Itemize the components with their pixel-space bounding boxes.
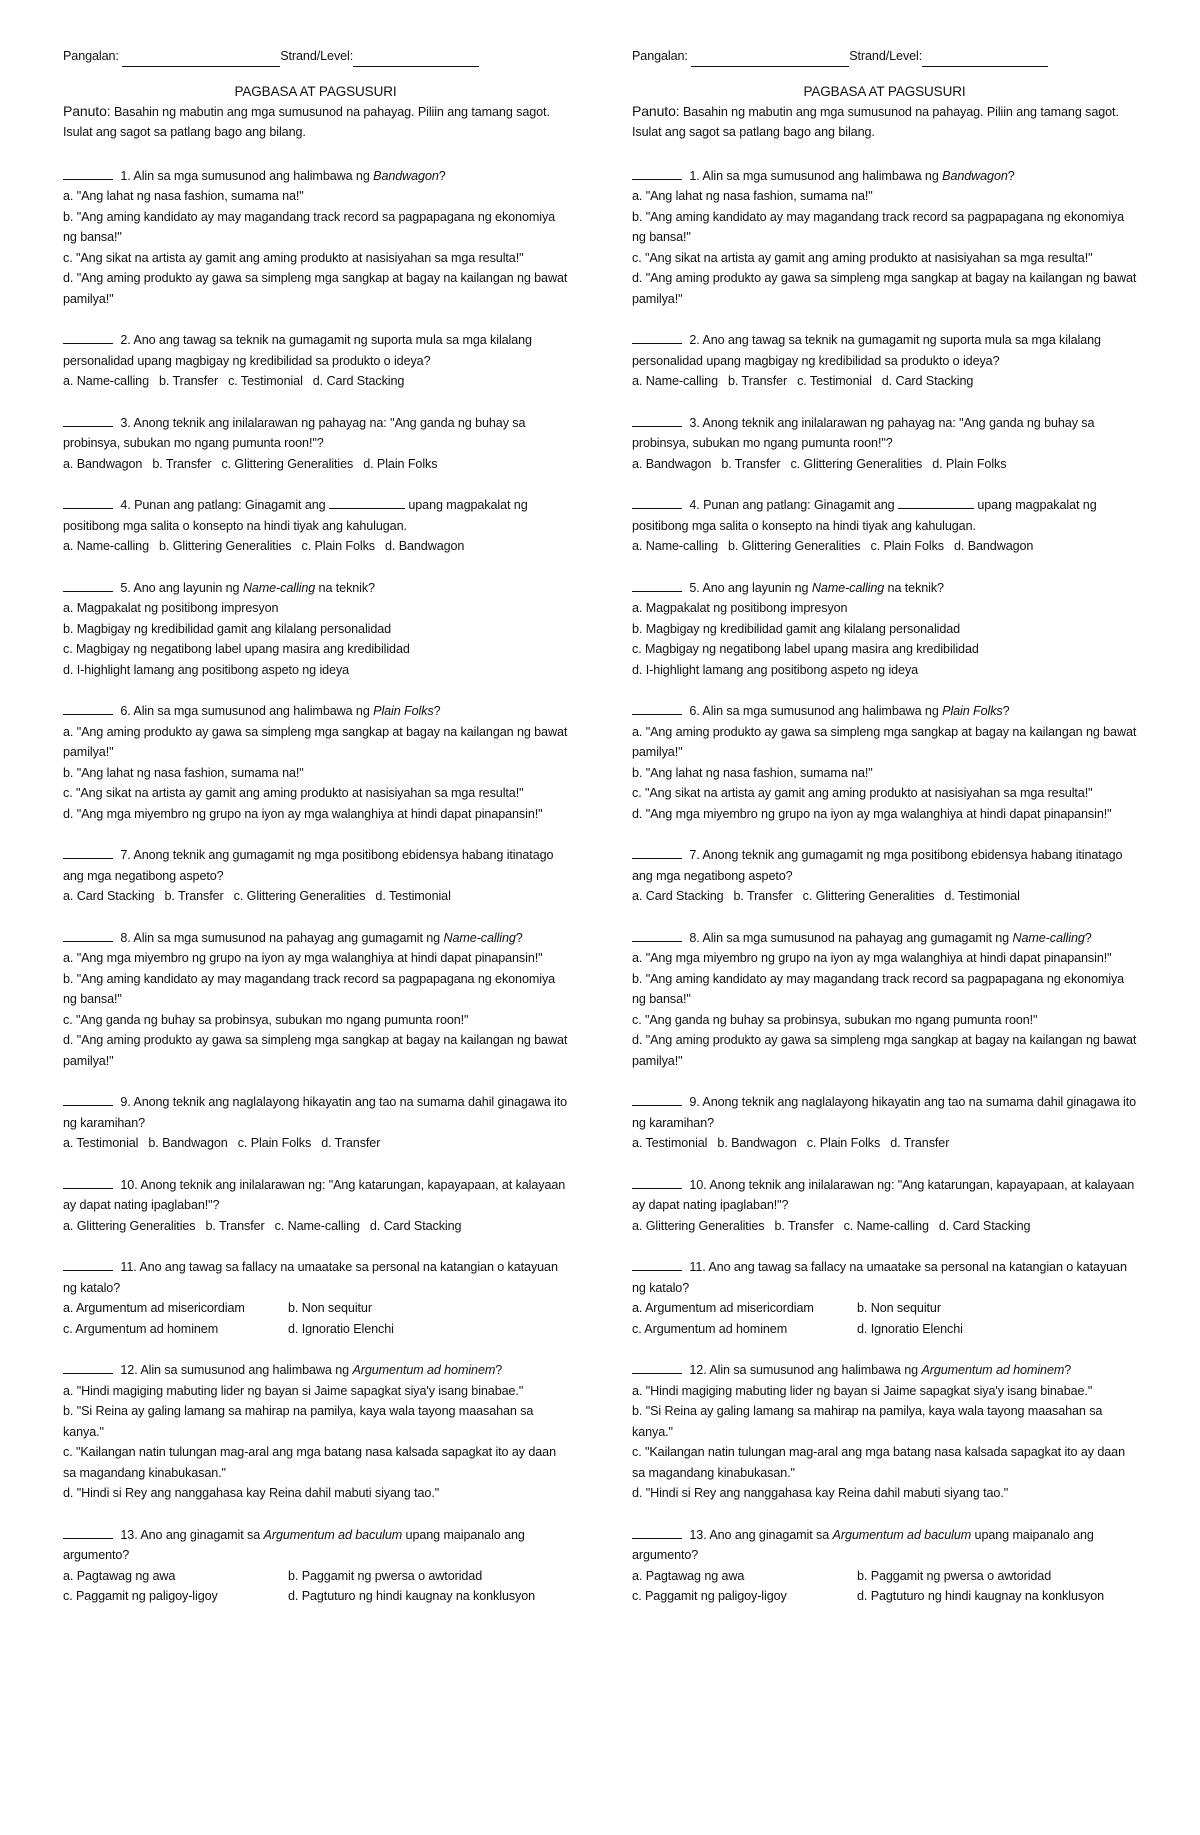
- question-text: 7. Anong teknik ang gumagamit ng mga positibong ebidensya habang itinatago ang mga negatibong aspeto?: [632, 848, 1123, 883]
- option-d: d. "Ang aming produkto ay gawa sa simpleng mga sangkap at bagay na kailangan ng bawat pamilya!": [632, 271, 1137, 306]
- option-b: b. "Ang aming kandidato ay may magandang track record sa pagpapagana ng ekonomiya ng bansa!": [632, 971, 1125, 1006]
- option-a: a. Testimonial: [632, 1136, 708, 1150]
- option-a: a. Glittering Generalities: [632, 1218, 765, 1233]
- question-text: 7. Anong teknik ang gumagamit ng mga positibong ebidensya habang itinatago ang mga negatibong aspeto?: [63, 848, 554, 883]
- option-a: a. Bandwagon: [632, 456, 712, 471]
- option-b: b. "Ang aming kandidato ay may magandang track record sa pagpapagana ng ekonomiya ng bansa!": [632, 209, 1125, 244]
- option-d: d. Ignoratio Elenchi: [857, 1321, 963, 1336]
- option-b: b. Magbigay ng kredibilidad gamit ang kilalang personalidad: [63, 621, 392, 636]
- question-7: [63, 844, 568, 907]
- name-label: Pangalan:: [63, 49, 119, 63]
- option-c: c. "Ang ganda ng buhay sa probinsya, subukan mo ngang pumunta roon!": [63, 1012, 469, 1027]
- answer-blank[interactable]: [632, 700, 682, 715]
- question-6: [63, 700, 568, 824]
- option-a: a. Name-calling: [63, 374, 149, 388]
- option-d: d. Bandwagon: [385, 539, 465, 553]
- question-text: 12. Alin sa sumusunod ang halimbawa ng: [689, 1363, 922, 1377]
- fill-in-blank[interactable]: [329, 495, 405, 509]
- option-c: c. "Ang sikat na artista ay gamit ang aming produkto at nasisiyahan sa mga resulta!": [63, 786, 524, 800]
- question-text: 11. Ano ang tawag sa fallacy na umaatake sa personal na katangian o katayuan ng katalo?: [63, 1260, 558, 1295]
- question-term: Argumentum ad baculum: [263, 1527, 403, 1542]
- answer-blank[interactable]: [632, 1091, 682, 1106]
- option-b: b. Transfer: [152, 456, 212, 471]
- question-1: [63, 165, 568, 310]
- option-d: d. Pagtuturo ng hindi kaugnay na konklusyon: [288, 1589, 536, 1603]
- question-text-end: ?: [495, 1363, 503, 1377]
- option-d: d. "Hindi si Rey ang nanggahasa kay Reina dahil mabuti siyang tao.": [63, 1486, 440, 1500]
- option-b: b. Transfer: [774, 1218, 834, 1233]
- question-3: [632, 412, 1137, 475]
- option-b: b. Bandwagon: [148, 1136, 228, 1150]
- instructions: [632, 101, 1137, 143]
- option-c: c. Testimonial: [228, 374, 303, 388]
- option-d: d. Transfer: [321, 1136, 381, 1150]
- question-text: 8. Alin sa mga sumusunod na pahayag ang gumagamit ng: [120, 930, 444, 945]
- question-4: [63, 494, 568, 557]
- question-text-end: ?: [1084, 930, 1092, 945]
- option-d: d. "Ang aming produkto ay gawa sa simpleng mga sangkap at bagay na kailangan ng bawat pamilya!": [63, 1033, 568, 1068]
- student-info-line: [63, 46, 568, 67]
- option-c: c. Magbigay ng negatibong label upang masira ang kredibilidad: [63, 642, 410, 656]
- option-b: b. Bandwagon: [717, 1136, 797, 1150]
- option-c: c. Argumentum ad hominem: [632, 1321, 788, 1336]
- option-d: d. Testimonial: [375, 889, 451, 903]
- question-text: 5. Ano ang layunin ng: [120, 580, 243, 595]
- question-1: [632, 165, 1137, 310]
- option-a: a. Pagtawag ng awa: [63, 1568, 176, 1583]
- option-d: d. Card Stacking: [938, 1218, 1031, 1233]
- option-d: d. I-highlight lamang ang positibong aspeto ng ideya: [632, 662, 919, 677]
- instructions-label: Panuto:: [632, 102, 680, 119]
- option-b: b. "Si Reina ay galing lamang sa mahirap na pamilya, kaya wala tayong maasahan sa kanya.": [63, 1404, 534, 1439]
- option-b: b. Glittering Generalities: [159, 539, 292, 553]
- option-a: a. Testimonial: [63, 1136, 139, 1150]
- question-13: [63, 1524, 568, 1607]
- option-c: c. Paggamit ng paligoy-ligoy: [632, 1589, 787, 1603]
- question-8: [632, 927, 1137, 1072]
- answer-blank[interactable]: [63, 577, 113, 592]
- question-5: [632, 577, 1137, 681]
- question-text: 3. Anong teknik ang inilalarawan ng pahayag na: "Ang ganda ng buhay sa probinsya, subukan mo ngang pumunta roon!"?: [63, 415, 526, 450]
- question-text-end: na teknik?: [315, 580, 375, 595]
- question-8: [63, 927, 568, 1072]
- question-text: 9. Anong teknik ang naglalayong hikayatin ang tao na sumama dahil ginagawa ito ng karamihan?: [63, 1095, 568, 1130]
- question-2: [63, 329, 568, 392]
- question-13: [632, 1524, 1137, 1607]
- option-c: c. Plain Folks: [806, 1136, 881, 1150]
- option-c: c. "Ang sikat na artista ay gamit ang aming produkto at nasisiyahan sa mga resulta!": [632, 786, 1093, 800]
- answer-blank[interactable]: [63, 1256, 113, 1271]
- question-term: Bandwagon: [373, 168, 439, 183]
- question-text: 10. Anong teknik ang inilalarawan ng: "Ang katarungan, kapayapaan, at kalayaan ay dapat nating ipaglaban!"?: [63, 1177, 566, 1212]
- question-9: [63, 1091, 568, 1154]
- option-b: b. Magbigay ng kredibilidad gamit ang kilalang personalidad: [632, 621, 961, 636]
- question-text: 3. Anong teknik ang inilalarawan ng pahayag na: "Ang ganda ng buhay sa probinsya, subukan mo ngang pumunta roon!"?: [632, 415, 1095, 450]
- question-term: Argumentum ad hominem: [921, 1363, 1065, 1377]
- option-d: d. I-highlight lamang ang positibong aspeto ng ideya: [63, 662, 350, 677]
- question-text-end: na teknik?: [884, 580, 944, 595]
- question-text-end: upang maipanalo ang argumento?: [632, 1527, 1094, 1562]
- question-text-end: ?: [438, 168, 446, 183]
- option-c: c. "Kailangan natin tulungan mag-aral ang mga batang nasa kalsada sapagkat ito ay daan sa magandang kinabukasan.": [63, 1445, 556, 1480]
- option-b: b. Transfer: [159, 374, 219, 388]
- option-c: c. Glittering Generalities: [802, 889, 935, 903]
- option-b: b. Paggamit ng pwersa o awtoridad: [857, 1568, 1052, 1583]
- option-c: c. Plain Folks: [870, 539, 944, 553]
- option-d: d. "Ang aming produkto ay gawa sa simpleng mga sangkap at bagay na kailangan ng bawat pamilya!": [63, 271, 568, 306]
- worksheet-copy-left: [63, 46, 568, 1627]
- question-text: 5. Ano ang layunin ng: [689, 580, 812, 595]
- question-term: Argumentum ad baculum: [832, 1527, 972, 1542]
- question-term: Plain Folks: [373, 704, 434, 718]
- option-a: a. "Ang lahat ng nasa fashion, sumama na!": [632, 189, 873, 203]
- answer-blank[interactable]: [632, 165, 682, 180]
- question-3: [63, 412, 568, 475]
- answer-blank[interactable]: [632, 1359, 682, 1374]
- strand-label: Strand/Level:: [280, 49, 354, 63]
- answer-blank[interactable]: [63, 494, 113, 509]
- question-text: 10. Anong teknik ang inilalarawan ng: "Ang katarungan, kapayapaan, at kalayaan ay dapat nating ipaglaban!"?: [632, 1177, 1135, 1212]
- option-c: c. "Kailangan natin tulungan mag-aral ang mga batang nasa kalsada sapagkat ito ay daan sa magandang kinabukasan.": [632, 1445, 1125, 1480]
- question-text-end: ?: [1007, 168, 1015, 183]
- question-text: 2. Ano ang tawag sa teknik na gumagamit ng suporta mula sa mga kilalang personalidad upang magbigay ng kredibilidad sa produkto o ideya?: [63, 333, 532, 368]
- option-b: b. "Ang lahat ng nasa fashion, sumama na!": [632, 765, 873, 780]
- question-text: 1. Alin sa mga sumusunod ang halimbawa ng: [689, 168, 943, 183]
- question-term: Name-calling: [1012, 930, 1085, 945]
- option-b: b. Non sequitur: [857, 1301, 941, 1315]
- option-a: a. Card Stacking: [63, 889, 155, 903]
- option-b: b. Non sequitur: [288, 1301, 372, 1315]
- question-text-end: ?: [1002, 704, 1010, 718]
- option-a: a. "Ang aming produkto ay gawa sa simpleng mga sangkap at bagay na kailangan ng bawat pamilya!": [632, 724, 1137, 759]
- option-a: a. Magpakalat ng positibong impresyon: [632, 601, 848, 615]
- question-text-end: ?: [515, 930, 523, 945]
- question-2: [632, 329, 1137, 392]
- option-d: d. Plain Folks: [932, 456, 1007, 471]
- option-a: a. Argumentum ad misericordiam: [632, 1301, 814, 1315]
- option-c: c. Plain Folks: [301, 539, 375, 553]
- instructions: [63, 101, 568, 143]
- option-c: c. "Ang ganda ng buhay sa probinsya, subukan mo ngang pumunta roon!": [632, 1012, 1038, 1027]
- option-d: d. Testimonial: [944, 889, 1020, 903]
- question-text: 6. Alin sa mga sumusunod ang halimbawa ng: [120, 704, 374, 718]
- answer-blank[interactable]: [63, 165, 113, 180]
- option-c: c. Paggamit ng paligoy-ligoy: [63, 1589, 218, 1603]
- question-4: [632, 494, 1137, 557]
- answer-blank[interactable]: [632, 1256, 682, 1271]
- question-text: 2. Ano ang tawag sa teknik na gumagamit ng suporta mula sa mga kilalang personalidad upang magbigay ng kredibilidad sa produkto o ideya?: [632, 333, 1101, 368]
- option-b: b. "Ang aming kandidato ay may magandang track record sa pagpapagana ng ekonomiya ng bansa!": [63, 971, 556, 1006]
- option-b: b. Transfer: [205, 1218, 265, 1233]
- option-d: d. "Ang mga miyembro ng grupo na iyon ay mga walanghiya at hindi dapat pinapansin!": [632, 806, 1112, 821]
- option-c: c. Glittering Generalities: [221, 456, 354, 471]
- answer-blank[interactable]: [63, 1174, 113, 1189]
- worksheet-title: PAGBASA AT PAGSUSURI: [803, 83, 966, 99]
- question-text-end: ?: [433, 704, 441, 718]
- instructions-text: Basahin ng mabutin ang mga sumusunod na pahayag. Piliin ang tamang sagot. Isulat ang sagot sa patlang bago ang bilang.: [63, 104, 550, 139]
- question-term: Name-calling: [811, 580, 885, 595]
- question-text: 11. Ano ang tawag sa fallacy na umaatake sa personal na katangian o katayuan ng katalo?: [632, 1260, 1127, 1295]
- option-b: b. Paggamit ng pwersa o awtoridad: [288, 1568, 483, 1583]
- question-9: [632, 1091, 1137, 1154]
- option-c: c. Glittering Generalities: [233, 889, 366, 903]
- option-a: a. "Ang lahat ng nasa fashion, sumama na!": [63, 189, 304, 203]
- question-text: 4. Punan ang patlang: Ginagamit ang: [120, 498, 329, 512]
- answer-blank[interactable]: [632, 329, 682, 344]
- question-10: [63, 1174, 568, 1237]
- question-text: 1. Alin sa mga sumusunod ang halimbawa ng: [120, 168, 374, 183]
- answer-blank[interactable]: [632, 1524, 682, 1539]
- answer-blank[interactable]: [63, 927, 113, 942]
- question-term: Plain Folks: [942, 704, 1003, 718]
- question-term: Name-calling: [242, 580, 316, 595]
- name-blank[interactable]: [691, 52, 849, 67]
- strand-blank[interactable]: [922, 52, 1048, 67]
- option-b: b. Transfer: [733, 889, 793, 903]
- question-text-end: upang magpakalat ng positibong mga salita o konsepto na hindi tiyak ang kahulugan.: [63, 498, 528, 533]
- option-a: a. "Hindi magiging mabuting lider ng bayan si Jaime sapagkat siya'y isang binabae.": [63, 1383, 524, 1398]
- option-d: d. Plain Folks: [363, 456, 438, 471]
- answer-blank[interactable]: [63, 700, 113, 715]
- question-11: [632, 1256, 1137, 1339]
- option-c: c. Plain Folks: [237, 1136, 312, 1150]
- student-info-line: [632, 46, 1137, 67]
- option-b: b. Transfer: [721, 456, 781, 471]
- question-term: Name-calling: [443, 930, 516, 945]
- answer-blank[interactable]: [632, 1174, 682, 1189]
- option-b: b. Transfer: [728, 374, 788, 388]
- fill-in-blank[interactable]: [898, 495, 974, 509]
- option-a: a. Name-calling: [632, 539, 718, 553]
- option-a: a. Glittering Generalities: [63, 1218, 196, 1233]
- strand-blank[interactable]: [353, 52, 479, 67]
- question-text: 9. Anong teknik ang naglalayong hikayatin ang tao na sumama dahil ginagawa ito ng karamihan?: [632, 1095, 1137, 1130]
- question-text-end: upang magpakalat ng positibong mga salita o konsepto na hindi tiyak ang kahulugan.: [632, 498, 1097, 533]
- answer-blank[interactable]: [632, 844, 682, 859]
- question-6: [632, 700, 1137, 824]
- option-c: c. "Ang sikat na artista ay gamit ang aming produkto at nasisiyahan sa mga resulta!": [632, 250, 1093, 265]
- option-d: d. Bandwagon: [954, 539, 1034, 553]
- question-7: [632, 844, 1137, 907]
- answer-blank[interactable]: [632, 577, 682, 592]
- option-c: c. Name-calling: [843, 1218, 929, 1233]
- answer-blank[interactable]: [632, 412, 682, 427]
- option-d: d. Ignoratio Elenchi: [288, 1321, 394, 1336]
- option-d: d. "Ang mga miyembro ng grupo na iyon ay mga walanghiya at hindi dapat pinapansin!": [63, 806, 543, 821]
- question-text: 6. Alin sa mga sumusunod ang halimbawa ng: [689, 704, 943, 718]
- option-b: b. "Si Reina ay galing lamang sa mahirap na pamilya, kaya wala tayong maasahan sa kanya.": [632, 1404, 1103, 1439]
- option-a: a. "Ang aming produkto ay gawa sa simpleng mga sangkap at bagay na kailangan ng bawat pamilya!": [63, 724, 568, 759]
- answer-blank[interactable]: [632, 494, 682, 509]
- option-b: b. Glittering Generalities: [728, 539, 861, 553]
- question-text: 13. Ano ang ginagamit sa: [120, 1527, 264, 1542]
- name-label: Pangalan:: [632, 49, 688, 63]
- option-c: c. Magbigay ng negatibong label upang masira ang kredibilidad: [632, 642, 979, 656]
- option-b: b. "Ang aming kandidato ay may magandang track record sa pagpapagana ng ekonomiya ng bansa!": [63, 209, 556, 244]
- instructions-label: Panuto:: [63, 102, 111, 119]
- option-a: a. Argumentum ad misericordiam: [63, 1301, 245, 1315]
- question-5: [63, 577, 568, 681]
- option-d: d. "Hindi si Rey ang nanggahasa kay Reina dahil mabuti siyang tao.": [632, 1486, 1009, 1500]
- option-d: d. Card Stacking: [881, 374, 974, 388]
- question-term: Argumentum ad hominem: [352, 1363, 496, 1377]
- option-c: c. Name-calling: [274, 1218, 360, 1233]
- option-d: d. Transfer: [890, 1136, 950, 1150]
- option-c: c. Argumentum ad hominem: [63, 1321, 219, 1336]
- question-10: [632, 1174, 1137, 1237]
- question-text-end: ?: [1064, 1363, 1072, 1377]
- question-12: [63, 1359, 568, 1504]
- option-d: d. "Ang aming produkto ay gawa sa simpleng mga sangkap at bagay na kailangan ng bawat pamilya!": [632, 1033, 1137, 1068]
- answer-blank[interactable]: [63, 1524, 113, 1539]
- option-a: a. Name-calling: [63, 539, 149, 553]
- option-a: a. Magpakalat ng positibong impresyon: [63, 601, 279, 615]
- option-b: b. "Ang lahat ng nasa fashion, sumama na!": [63, 765, 304, 780]
- question-text: 12. Alin sa sumusunod ang halimbawa ng: [120, 1363, 353, 1377]
- question-12: [632, 1359, 1137, 1504]
- option-a: a. "Ang mga miyembro ng grupo na iyon ay mga walanghiya at hindi dapat pinapansin!": [632, 951, 1112, 965]
- answer-blank[interactable]: [632, 927, 682, 942]
- worksheet-copy-right: [632, 46, 1137, 1627]
- option-d: d. Card Stacking: [369, 1218, 462, 1233]
- answer-blank[interactable]: [63, 329, 113, 344]
- instructions-text: Basahin ng mabutin ang mga sumusunod na pahayag. Piliin ang tamang sagot. Isulat ang sagot sa patlang bago ang bilang.: [632, 104, 1119, 139]
- option-a: a. "Ang mga miyembro ng grupo na iyon ay mga walanghiya at hindi dapat pinapansin!": [63, 951, 543, 965]
- strand-label: Strand/Level:: [849, 49, 923, 63]
- option-a: a. Bandwagon: [63, 456, 143, 471]
- question-term: Bandwagon: [942, 168, 1008, 183]
- option-c: c. "Ang sikat na artista ay gamit ang aming produkto at nasisiyahan sa mga resulta!": [63, 250, 524, 265]
- option-c: c. Glittering Generalities: [790, 456, 923, 471]
- option-c: c. Testimonial: [797, 374, 872, 388]
- name-blank[interactable]: [122, 52, 280, 67]
- question-text-end: upang maipanalo ang argumento?: [63, 1527, 525, 1562]
- question-text: 4. Punan ang patlang: Ginagamit ang: [689, 498, 898, 512]
- answer-blank[interactable]: [63, 844, 113, 859]
- option-a: a. "Hindi magiging mabuting lider ng bayan si Jaime sapagkat siya'y isang binabae.": [632, 1383, 1093, 1398]
- option-b: b. Transfer: [164, 889, 224, 903]
- question-text: 13. Ano ang ginagamit sa: [689, 1527, 833, 1542]
- option-d: d. Pagtuturo ng hindi kaugnay na konklusyon: [857, 1589, 1105, 1603]
- question-text: 8. Alin sa mga sumusunod na pahayag ang gumagamit ng: [689, 930, 1013, 945]
- option-a: a. Card Stacking: [632, 889, 724, 903]
- option-a: a. Name-calling: [632, 374, 718, 388]
- answer-blank[interactable]: [63, 1091, 113, 1106]
- worksheet-title: PAGBASA AT PAGSUSURI: [234, 83, 397, 99]
- option-d: d. Card Stacking: [312, 374, 405, 388]
- answer-blank[interactable]: [63, 1359, 113, 1374]
- option-a: a. Pagtawag ng awa: [632, 1568, 745, 1583]
- answer-blank[interactable]: [63, 412, 113, 427]
- question-11: [63, 1256, 568, 1339]
